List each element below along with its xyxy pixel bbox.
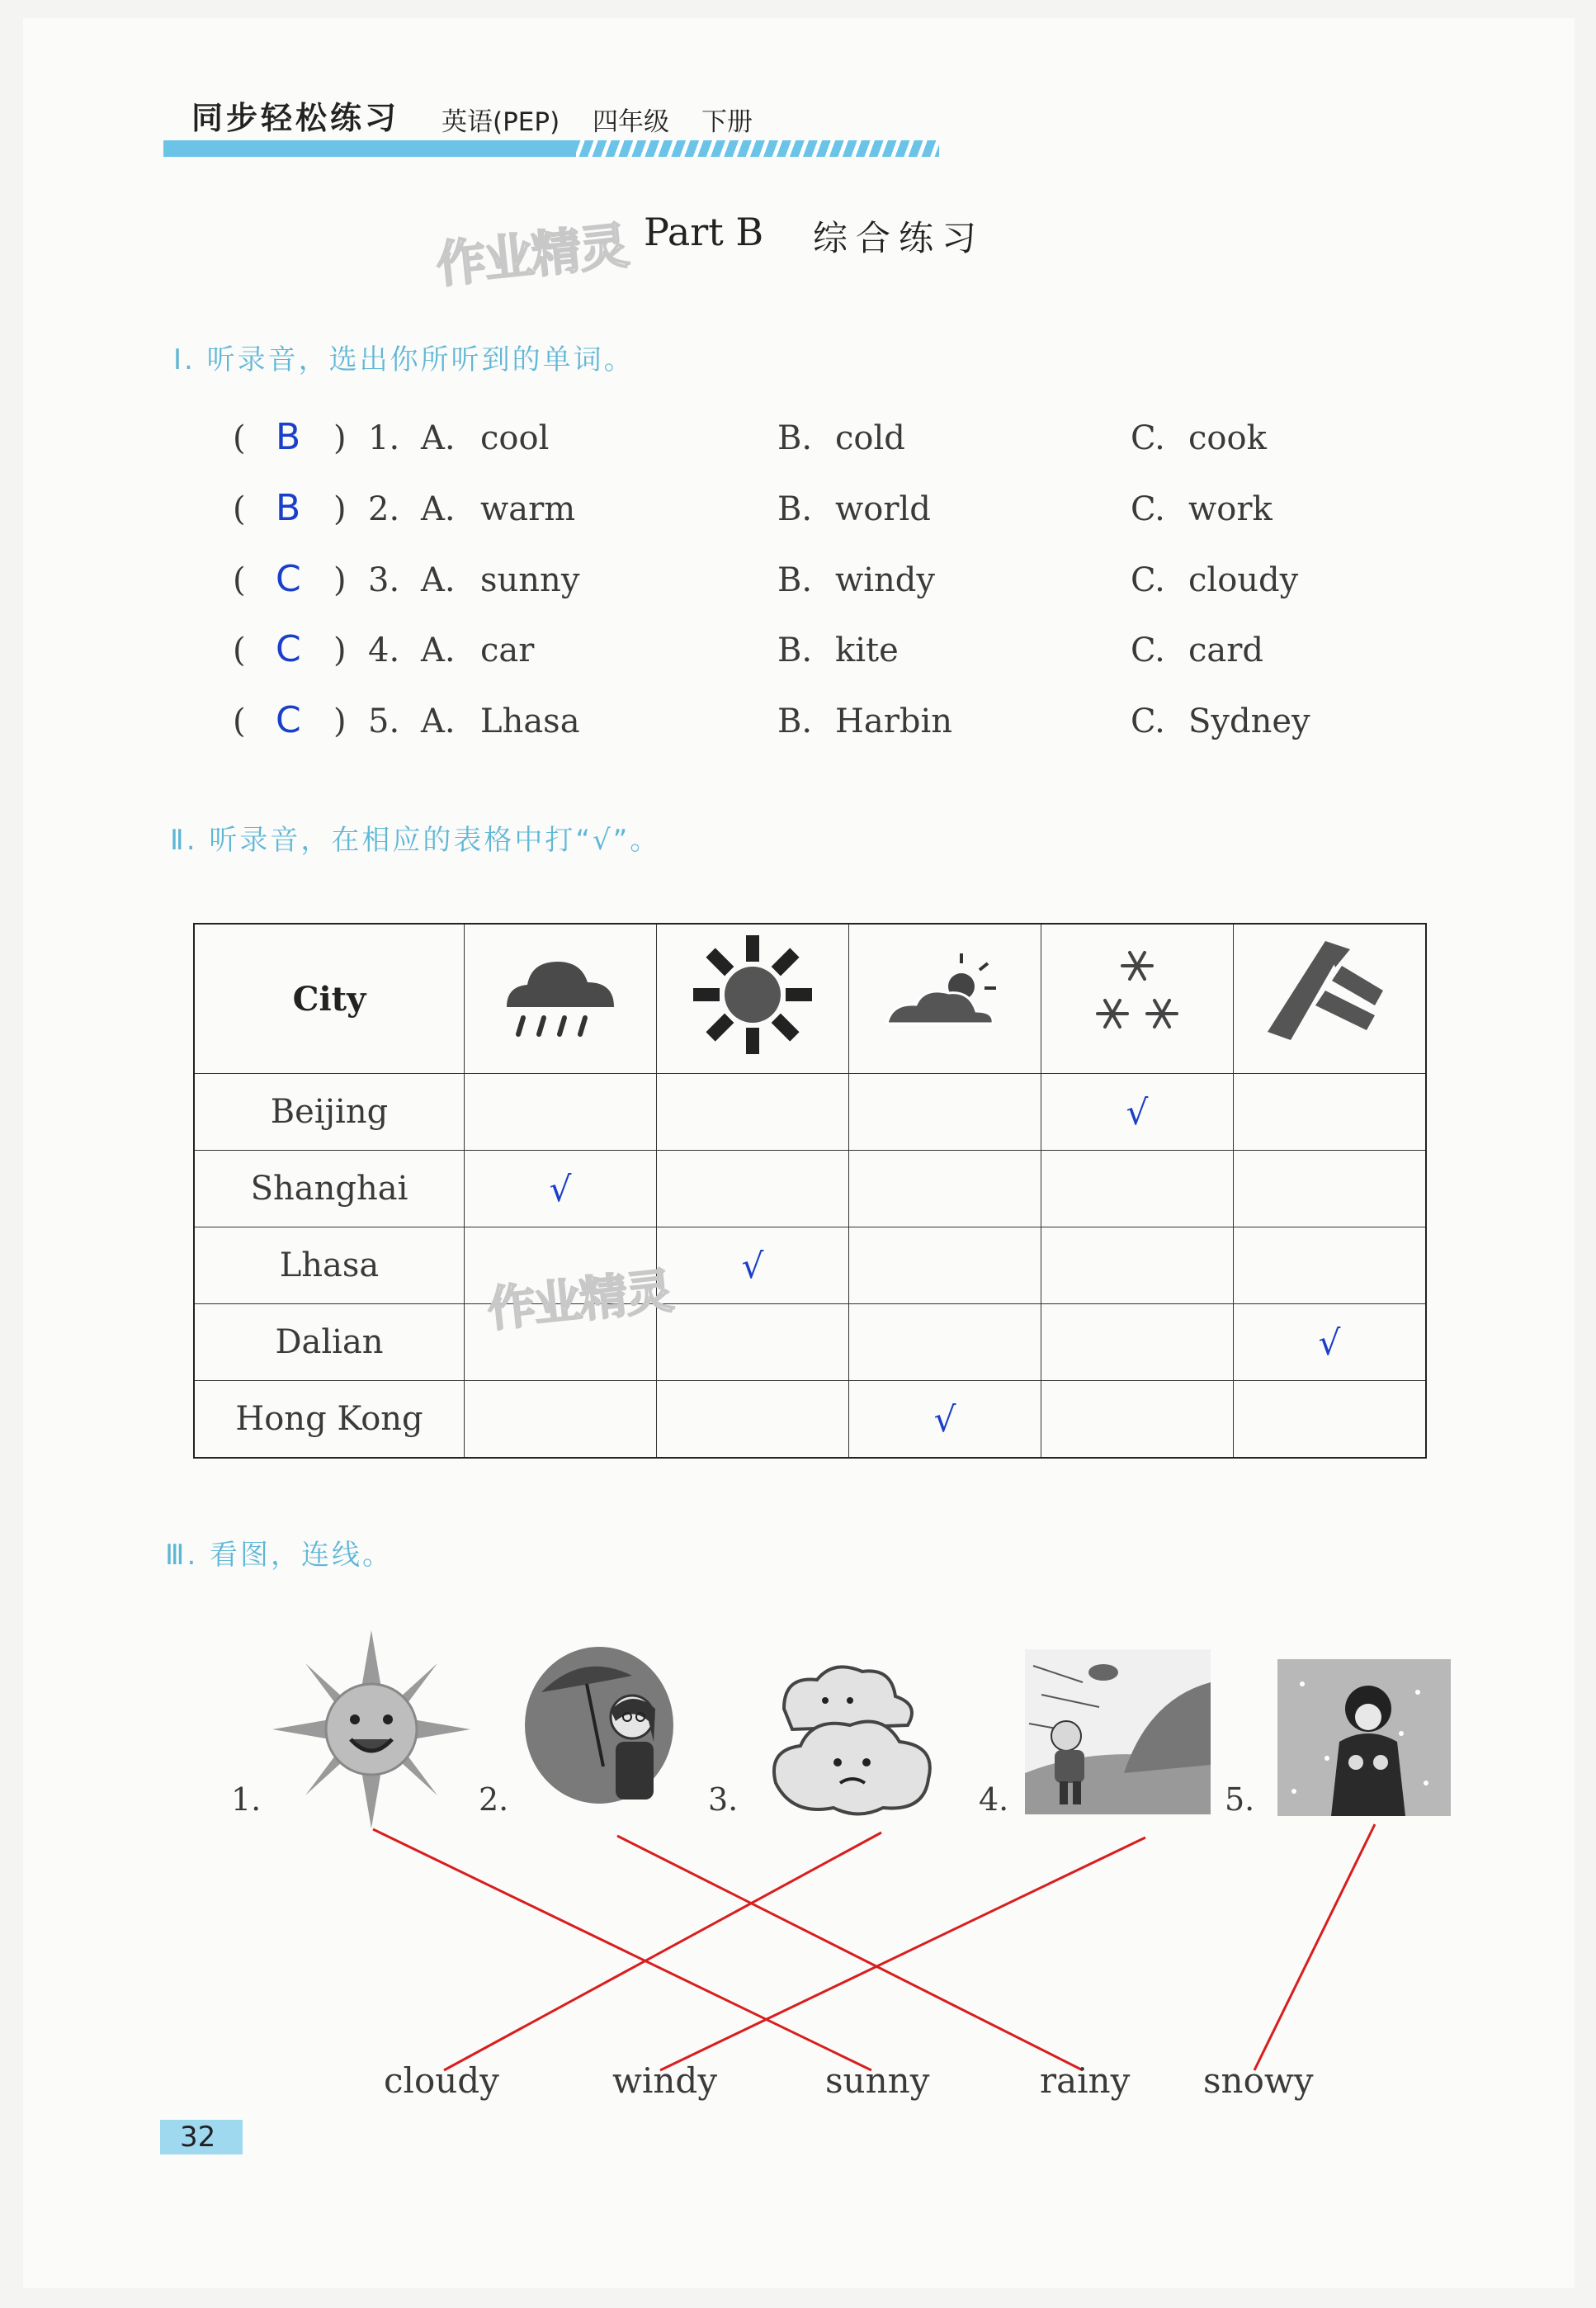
section2-heading: Ⅱ. 听录音，在相应的表格中打“√”。 — [170, 824, 661, 857]
match-line-1 — [373, 1829, 871, 2070]
match-word-sunny[interactable]: sunny — [825, 2060, 930, 2101]
option-b-label: B. — [777, 561, 813, 599]
match-line-3 — [444, 1833, 881, 2070]
option-a-word: sunny — [480, 561, 580, 599]
match-line-4 — [660, 1837, 1145, 2070]
check-mark: √ — [1126, 1091, 1149, 1133]
answer-bracket-open: ( — [233, 561, 246, 599]
section1-heading: Ⅰ. 听录音，选出你所听到的单词。 — [173, 343, 635, 376]
answer-bracket-open: ( — [233, 419, 246, 457]
option-c-label: C. — [1131, 631, 1165, 669]
answer-bracket-open: ( — [233, 702, 246, 740]
question-number: 4. — [368, 631, 400, 669]
answer-bracket-open: ( — [233, 490, 246, 528]
check-mark: √ — [549, 1168, 572, 1209]
section3-heading: Ⅲ. 看图，连线。 — [165, 1539, 394, 1572]
option-b-label: B. — [777, 631, 813, 669]
option-b-label: B. — [777, 490, 813, 528]
book-title: 同步轻松练习 — [191, 100, 400, 136]
question-number: 1. — [368, 419, 400, 457]
answer-letter: B — [276, 416, 301, 458]
answer-bracket-close: ) — [333, 561, 347, 599]
option-c-label: C. — [1131, 561, 1165, 599]
option-c-word: card — [1188, 631, 1263, 669]
book-subject: 英语(PEP) — [441, 107, 560, 137]
answer-bracket-open: ( — [233, 631, 246, 669]
city-name: Hong Kong — [235, 1400, 423, 1438]
option-a-word: Lhasa — [480, 702, 580, 740]
part-title: Part B — [644, 210, 764, 254]
answer-letter: C — [276, 699, 301, 741]
option-a-label: A. — [421, 631, 456, 669]
check-mark: √ — [741, 1245, 764, 1286]
option-b-word: kite — [835, 631, 899, 669]
question-number: 2. — [368, 490, 400, 528]
option-b-word: windy — [835, 561, 935, 599]
watermark: 作业精灵 — [433, 217, 630, 295]
book-grade: 四年级 — [593, 107, 669, 137]
option-a-label: A. — [421, 702, 456, 740]
match-line-5 — [1254, 1824, 1375, 2070]
picture-number-2: 2. — [479, 1781, 509, 1818]
answer-letter: B — [276, 487, 301, 529]
watermark-2: 作业精灵 — [484, 1262, 675, 1338]
question-number: 3. — [368, 561, 400, 599]
answer-bracket-close: ) — [333, 702, 347, 740]
option-c-word: work — [1188, 490, 1273, 528]
option-c-word: cloudy — [1188, 561, 1299, 599]
match-word-windy[interactable]: windy — [612, 2060, 718, 2101]
option-c-label: C. — [1131, 490, 1165, 528]
answer-bracket-close: ) — [333, 490, 347, 528]
option-c-word: cook — [1188, 419, 1267, 457]
answer-letter: C — [276, 628, 301, 670]
option-a-label: A. — [421, 490, 456, 528]
option-a-word: cool — [480, 419, 550, 457]
picture-number-4: 4. — [979, 1781, 1009, 1818]
option-c-label: C. — [1131, 419, 1165, 457]
option-c-word: Sydney — [1188, 702, 1310, 740]
part-title-cn: 综合练习 — [813, 218, 985, 258]
match-word-rainy[interactable]: rainy — [1040, 2060, 1131, 2101]
answer-bracket-close: ) — [333, 419, 347, 457]
match-word-snowy[interactable]: snowy — [1203, 2060, 1314, 2101]
question-number: 5. — [368, 702, 400, 740]
option-a-label: A. — [421, 561, 456, 599]
answer-letter: C — [276, 558, 301, 600]
city-name: Shanghai — [250, 1170, 408, 1208]
city-header: City — [292, 979, 366, 1019]
option-c-label: C. — [1131, 702, 1165, 740]
answer-bracket-close: ) — [333, 631, 347, 669]
picture-number-3: 3. — [708, 1781, 739, 1818]
check-mark: √ — [933, 1398, 956, 1440]
option-b-word: Harbin — [835, 702, 953, 740]
city-name: Dalian — [275, 1323, 384, 1361]
check-mark: √ — [1318, 1322, 1341, 1363]
match-word-cloudy[interactable]: cloudy — [384, 2060, 499, 2101]
option-a-word: car — [480, 631, 535, 669]
option-b-word: cold — [835, 419, 905, 457]
picture-number-1: 1. — [231, 1781, 262, 1818]
picture-number-5: 5. — [1225, 1781, 1255, 1818]
option-b-word: world — [835, 490, 931, 528]
page-number: 32 — [160, 2120, 243, 2154]
option-b-label: B. — [777, 702, 813, 740]
match-line-2 — [617, 1836, 1083, 2070]
option-b-label: B. — [777, 419, 813, 457]
option-a-label: A. — [421, 419, 456, 457]
book-volume: 下册 — [701, 107, 753, 137]
city-name: Beijing — [270, 1093, 389, 1131]
option-a-word: warm — [480, 490, 576, 528]
city-name: Lhasa — [279, 1246, 380, 1284]
